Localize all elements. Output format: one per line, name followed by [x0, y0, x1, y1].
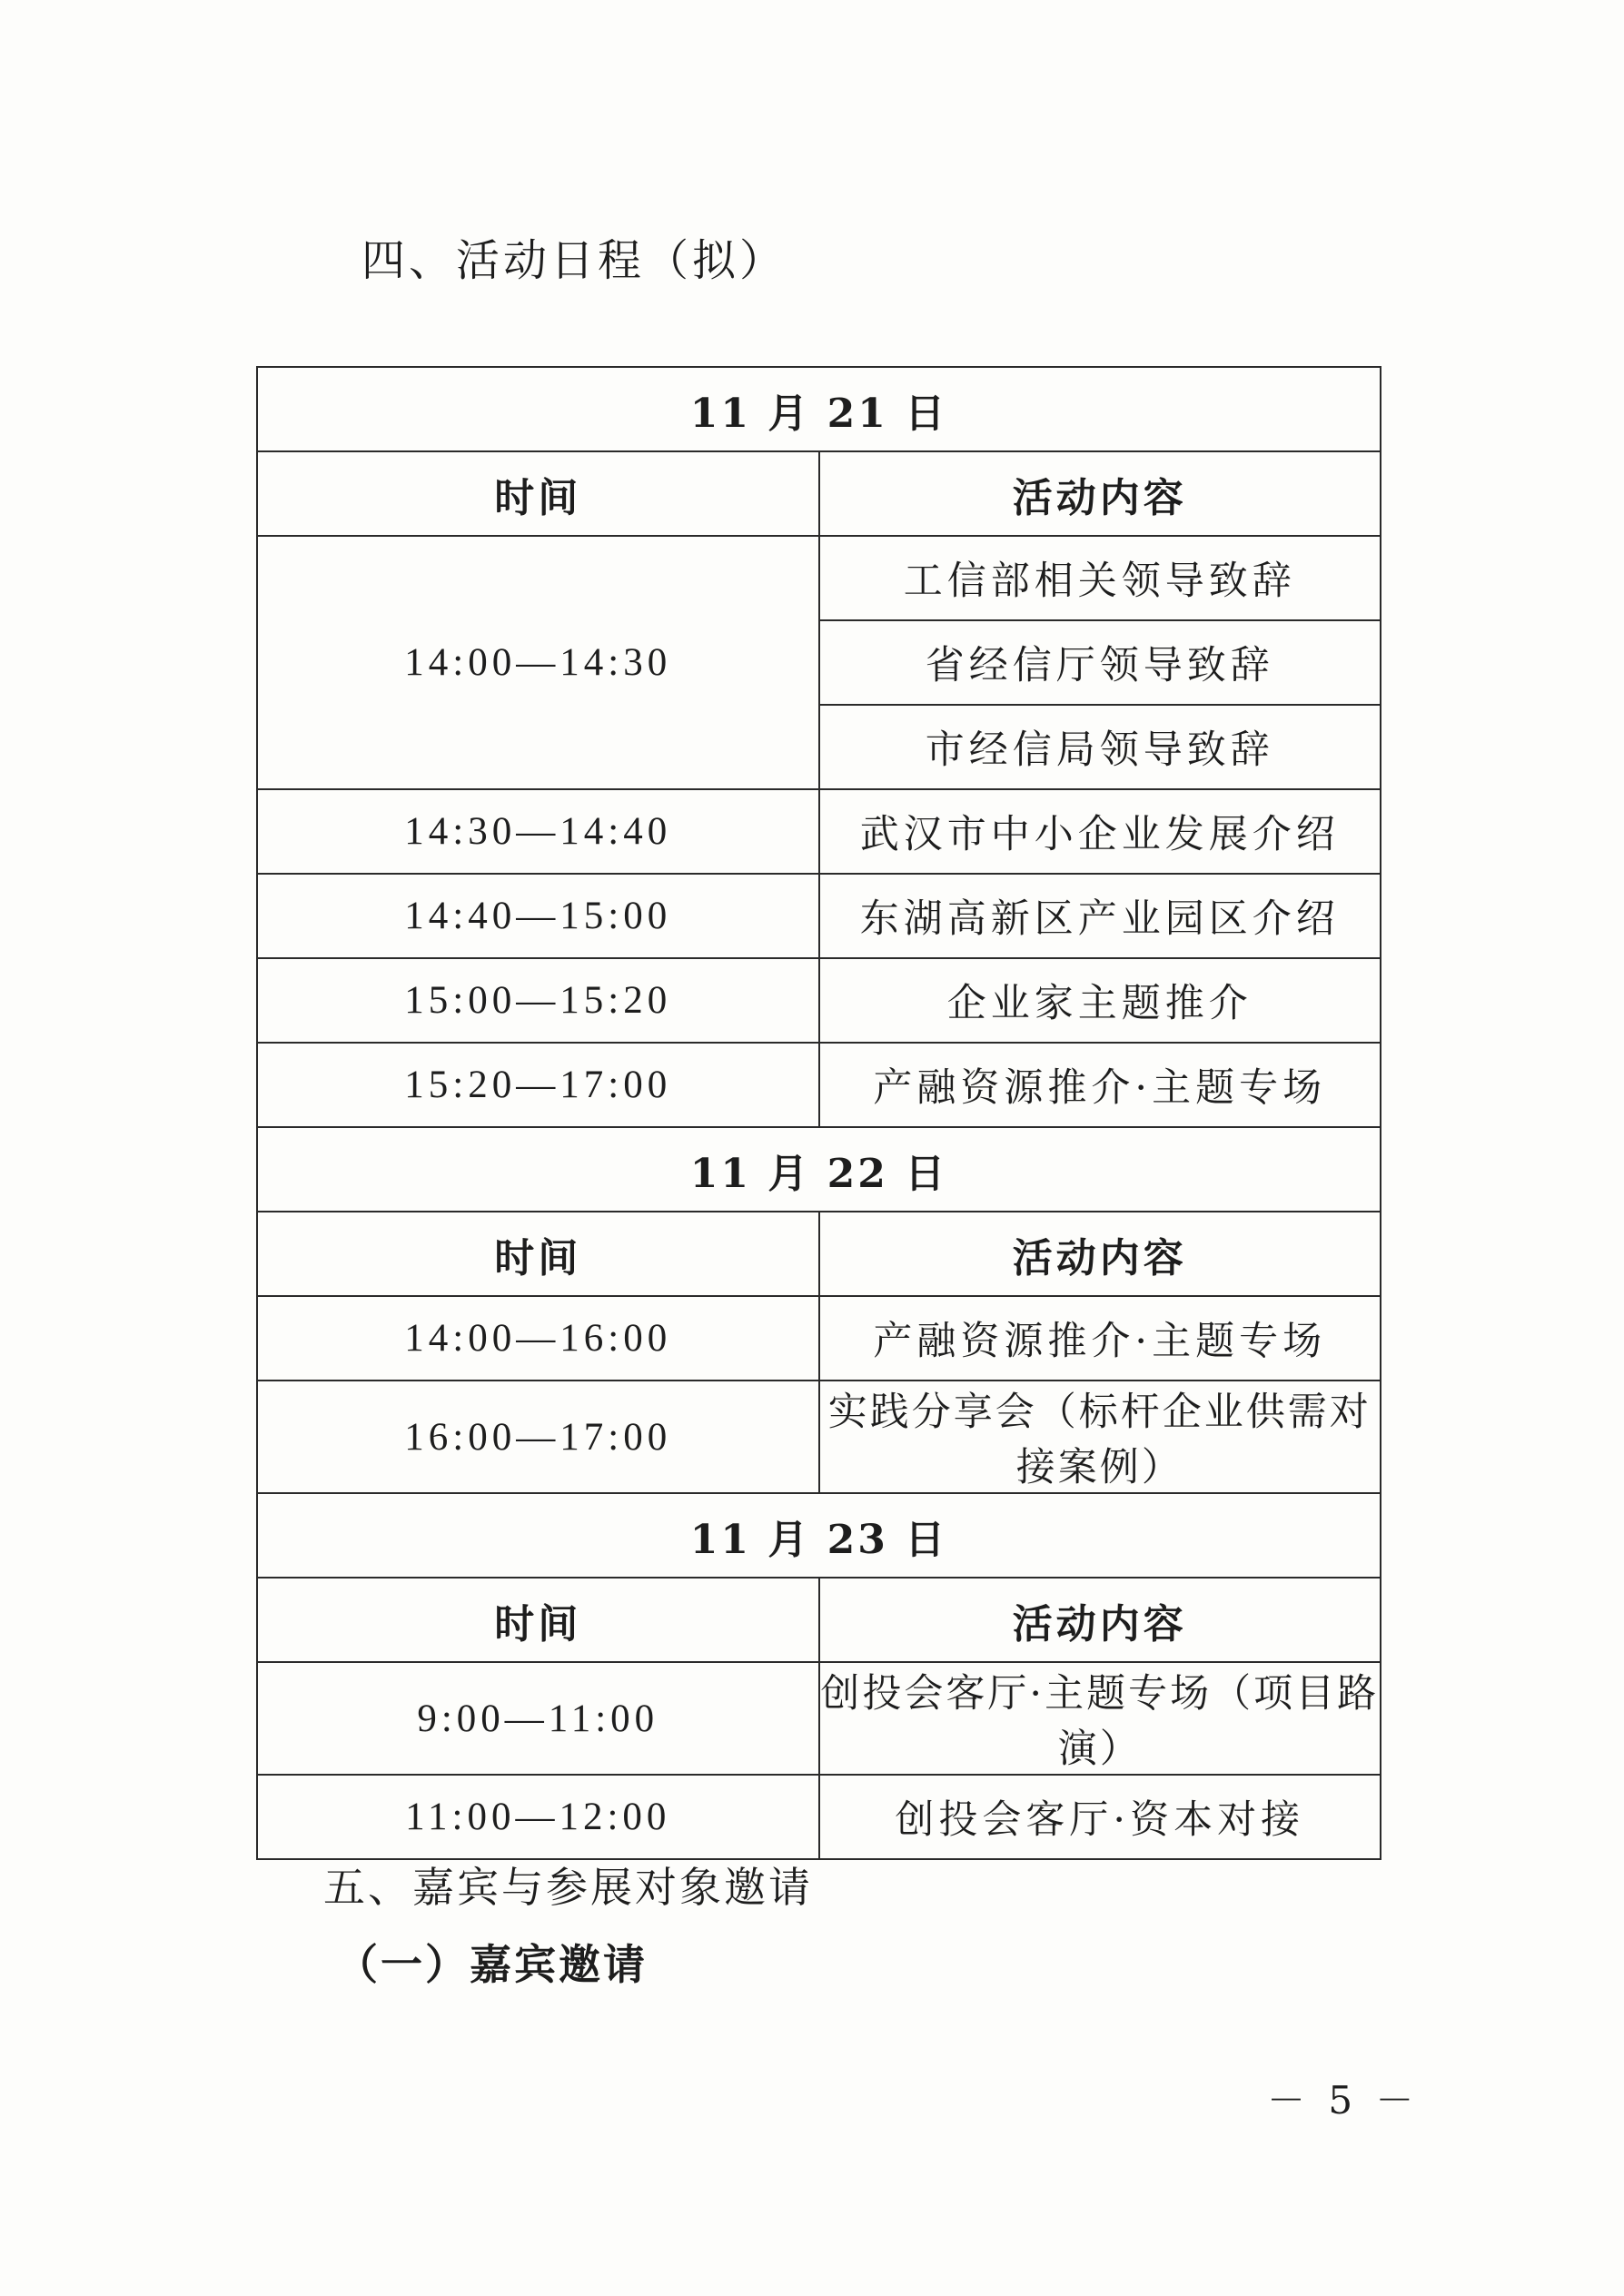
- content-header: 活动内容: [819, 451, 1381, 536]
- content-cell: 企业家主题推介: [819, 958, 1381, 1043]
- content-cell: 实践分享会（标杆企业供需对接案例）: [819, 1381, 1381, 1493]
- content-cell: 产融资源推介·主题专场: [819, 1043, 1381, 1127]
- table-row: [257, 1296, 1381, 1381]
- time-header: 时间: [257, 451, 819, 536]
- date-cell: 11 月 21 日: [257, 367, 1381, 451]
- date-cell: 11 月 23 日: [257, 1493, 1381, 1578]
- header-row: [257, 451, 1381, 536]
- section-heading-guests: 五、嘉宾与参展对象邀请: [323, 1863, 813, 1912]
- table-row: [257, 1043, 1381, 1127]
- date-cell: 11 月 22 日: [257, 1127, 1381, 1212]
- content-cell: 省经信厅领导致辞: [819, 620, 1381, 705]
- table-row: [257, 958, 1381, 1043]
- header-row: [257, 1212, 1381, 1296]
- content-header: 活动内容: [819, 1212, 1381, 1296]
- time-header: 时间: [257, 1578, 819, 1662]
- section-heading-schedule: 四、活动日程（拟）: [361, 235, 787, 286]
- content-cell: 工信部相关领导致辞: [819, 536, 1381, 620]
- content-cell: 创投会客厅·主题专场（项目路演）: [819, 1662, 1381, 1775]
- date-row: [257, 1493, 1381, 1578]
- schedule-table: [256, 366, 1381, 1860]
- content-cell: 创投会客厅·资本对接: [819, 1775, 1381, 1859]
- time-cell: 14:30—14:40: [257, 789, 819, 874]
- header-row: [257, 1578, 1381, 1662]
- subsection-heading-guest-invitation: （一）嘉宾邀请: [336, 1940, 648, 1989]
- content-cell: 产融资源推介·主题专场: [819, 1296, 1381, 1381]
- date-row: [257, 367, 1381, 451]
- time-cell: 11:00—12:00: [257, 1775, 819, 1859]
- content-cell: 武汉市中小企业发展介绍: [819, 789, 1381, 874]
- time-cell: 14:40—15:00: [257, 874, 819, 958]
- time-cell: 15:20—17:00: [257, 1043, 819, 1127]
- content-cell: 东湖高新区产业园区介绍: [819, 874, 1381, 958]
- table-row: [257, 874, 1381, 958]
- table-row: [257, 536, 1381, 620]
- content-header: 活动内容: [819, 1578, 1381, 1662]
- time-cell: 9:00—11:00: [257, 1662, 819, 1775]
- date-row: [257, 1127, 1381, 1212]
- table-row: [257, 1662, 1381, 1775]
- time-cell: 16:00—17:00: [257, 1381, 819, 1493]
- time-cell: 14:00—14:30: [257, 536, 819, 789]
- time-cell: 14:00—16:00: [257, 1296, 819, 1381]
- page-number: － 5 －: [1267, 2078, 1420, 2123]
- table-row: [257, 789, 1381, 874]
- content-cell: 市经信局领导致辞: [819, 705, 1381, 789]
- time-cell: 15:00—15:20: [257, 958, 819, 1043]
- time-header: 时间: [257, 1212, 819, 1296]
- table-row: [257, 1381, 1381, 1493]
- table-row: [257, 1775, 1381, 1859]
